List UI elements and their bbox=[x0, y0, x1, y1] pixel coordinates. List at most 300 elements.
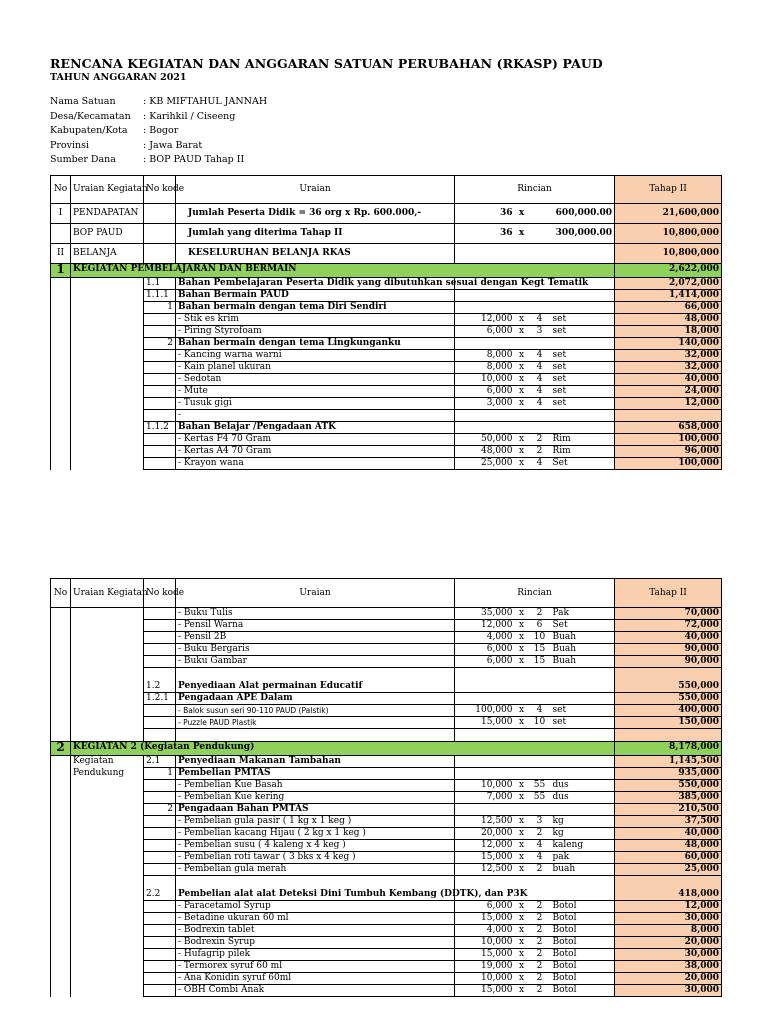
table-row bbox=[51, 398, 722, 410]
row-no bbox=[51, 422, 71, 434]
row-price: 6,000 bbox=[455, 386, 515, 398]
table-row bbox=[51, 717, 722, 729]
row-no bbox=[51, 410, 71, 422]
row-uraian: - Hufagrip pilek bbox=[176, 949, 455, 961]
table-row bbox=[51, 693, 722, 705]
row-no bbox=[51, 278, 71, 290]
row-price bbox=[455, 302, 515, 314]
row-no bbox=[51, 852, 71, 864]
row-kode bbox=[144, 434, 176, 446]
row-uraian: - Pensil 2B bbox=[176, 632, 455, 644]
row-no bbox=[51, 828, 71, 840]
row-tahap: 30,000 bbox=[615, 949, 722, 961]
table-row bbox=[51, 326, 722, 338]
table-row bbox=[51, 302, 722, 314]
row-kegiatan bbox=[71, 925, 144, 937]
budget-table-2 bbox=[50, 578, 722, 997]
row-kode bbox=[144, 644, 176, 656]
table-row bbox=[51, 362, 722, 374]
row-no bbox=[51, 458, 71, 470]
row-kegiatan bbox=[71, 422, 144, 434]
info-key: Nama Satuan bbox=[50, 96, 116, 107]
row-uraian: - Tusuk gigi bbox=[176, 398, 455, 410]
blank-cell bbox=[515, 729, 529, 742]
row-kode bbox=[144, 326, 176, 338]
row-kode bbox=[144, 244, 176, 264]
row-qty: 4 bbox=[529, 705, 551, 717]
row-kegiatan bbox=[71, 656, 144, 668]
row-price bbox=[455, 410, 515, 422]
row-qty: 4 bbox=[529, 398, 551, 410]
row-qty: 2 bbox=[529, 828, 551, 840]
blank-cell bbox=[551, 729, 615, 742]
row-kode bbox=[144, 386, 176, 398]
row-tahap: 100,000 bbox=[615, 434, 722, 446]
table-row bbox=[51, 705, 722, 717]
row-kode: 2 bbox=[144, 804, 176, 816]
row-qty: 4 bbox=[529, 374, 551, 386]
row-price bbox=[455, 290, 515, 302]
row-tahap: 2,072,000 bbox=[615, 278, 722, 290]
row-kode: 2 bbox=[144, 338, 176, 350]
row-kegiatan bbox=[71, 852, 144, 864]
row-qty bbox=[529, 410, 551, 422]
row-no bbox=[51, 656, 71, 668]
row-uraian: - Kancing warna warni bbox=[176, 350, 455, 362]
row-x: x bbox=[515, 705, 529, 717]
blank-cell bbox=[529, 876, 551, 889]
section-number: 2 bbox=[51, 742, 71, 756]
row-tahap: 400,000 bbox=[615, 705, 722, 717]
row-no bbox=[51, 434, 71, 446]
row-qty: 4 bbox=[529, 458, 551, 470]
row-kegiatan bbox=[71, 398, 144, 410]
row-unit: set bbox=[551, 326, 615, 338]
row-price: 8,000 bbox=[455, 362, 515, 374]
row-uraian: - Mute bbox=[176, 386, 455, 398]
row-no bbox=[51, 985, 71, 997]
table-row bbox=[51, 949, 722, 961]
row-no bbox=[51, 386, 71, 398]
row-unit: Botol bbox=[551, 985, 615, 997]
row-price: 15,000 bbox=[455, 852, 515, 864]
table-row bbox=[51, 913, 722, 925]
row-unit: set bbox=[551, 362, 615, 374]
row-price bbox=[455, 804, 515, 816]
row-kode: 1 bbox=[144, 768, 176, 780]
row-tahap: 40,000 bbox=[615, 374, 722, 386]
row-no bbox=[51, 840, 71, 852]
header-no-kode: No kode bbox=[144, 579, 176, 608]
row-x: x bbox=[515, 632, 529, 644]
info-value: : Jawa Barat bbox=[143, 139, 203, 151]
table-row bbox=[51, 852, 722, 864]
row-tahap: 70,000 bbox=[615, 608, 722, 620]
row-qty: 2 bbox=[529, 973, 551, 985]
row-kegiatan bbox=[71, 901, 144, 913]
row-uraian: - Puzzle PAUD Plastik bbox=[176, 717, 455, 729]
table-row bbox=[51, 780, 722, 792]
row-kegiatan bbox=[71, 717, 144, 729]
row-unit: Botol bbox=[551, 949, 615, 961]
row-tahap: 150,000 bbox=[615, 717, 722, 729]
row-price: 6,000 bbox=[455, 644, 515, 656]
row-x: x bbox=[515, 656, 529, 668]
row-x: x bbox=[515, 350, 529, 362]
row-tahap: 550,000 bbox=[615, 780, 722, 792]
table-row bbox=[51, 278, 722, 290]
row-uraian: - Kain planel ukuran bbox=[176, 362, 455, 374]
row-qty: 2 bbox=[529, 901, 551, 913]
table-row bbox=[51, 973, 722, 985]
row-tahap: 24,000 bbox=[615, 386, 722, 398]
row-unit bbox=[551, 290, 615, 302]
row-no bbox=[51, 901, 71, 913]
row-unit bbox=[551, 889, 615, 901]
table-row bbox=[51, 889, 722, 901]
row-unit: set bbox=[551, 717, 615, 729]
blank-cell bbox=[615, 729, 722, 742]
row-price: 12,000 bbox=[455, 840, 515, 852]
row-tahap: 90,000 bbox=[615, 644, 722, 656]
row-x: x bbox=[515, 780, 529, 792]
row-kegiatan bbox=[71, 705, 144, 717]
row-kode bbox=[144, 840, 176, 852]
row-x: x bbox=[515, 901, 529, 913]
row-no bbox=[51, 338, 71, 350]
row-kode bbox=[144, 961, 176, 973]
row-price: 15,000 bbox=[455, 717, 515, 729]
row-tahap: 72,000 bbox=[615, 620, 722, 632]
row-x bbox=[515, 681, 529, 693]
table-row bbox=[51, 290, 722, 302]
row-x bbox=[515, 410, 529, 422]
row-kode bbox=[144, 949, 176, 961]
blank-cell bbox=[51, 876, 71, 889]
row-tahap: 10,800,000 bbox=[615, 224, 722, 244]
row-kegiatan bbox=[71, 949, 144, 961]
row-qty bbox=[529, 338, 551, 350]
row-price: 10,000 bbox=[455, 374, 515, 386]
row-tahap: 20,000 bbox=[615, 937, 722, 949]
row-unit: Botol bbox=[551, 925, 615, 937]
row-tahap: 48,000 bbox=[615, 840, 722, 852]
row-kegiatan: BELANJA bbox=[71, 244, 144, 264]
row-x: x bbox=[515, 224, 529, 244]
row-uraian: Bahan Belajar /Pengadaan ATK bbox=[176, 422, 455, 434]
row-price: 10,000 bbox=[455, 780, 515, 792]
row-tahap: 32,000 bbox=[615, 362, 722, 374]
row-uraian: - Balok susun seri 90-110 PAUD (Palstik) bbox=[176, 705, 455, 717]
row-price: 12,500 bbox=[455, 816, 515, 828]
row-kode bbox=[144, 374, 176, 386]
row-uraian: Pembelian PMTAS bbox=[176, 768, 455, 780]
row-tahap: 12,000 bbox=[615, 901, 722, 913]
blank-cell bbox=[515, 876, 529, 889]
row-uraian: - Kertas A4 70 Gram bbox=[176, 446, 455, 458]
row-kode bbox=[144, 852, 176, 864]
row-price: 4,000 bbox=[455, 925, 515, 937]
row-uraian: - Ana Konidin syruf 60ml bbox=[176, 973, 455, 985]
row-kegiatan bbox=[71, 386, 144, 398]
row-x: x bbox=[515, 961, 529, 973]
row-qty: 4 bbox=[529, 362, 551, 374]
table-row bbox=[51, 608, 722, 620]
blank-cell bbox=[144, 729, 176, 742]
row-no bbox=[51, 705, 71, 717]
header-uraian: Uraian bbox=[176, 176, 455, 204]
row-unit: kg bbox=[551, 816, 615, 828]
row-price: 12,000 bbox=[455, 314, 515, 326]
row-kegiatan bbox=[71, 278, 144, 290]
row-unit-price: 300,000.00 bbox=[551, 224, 615, 244]
blank-cell bbox=[71, 668, 144, 681]
row-uraian: KESELURUHAN BELANJA RKAS bbox=[176, 244, 455, 264]
row-kode bbox=[144, 204, 176, 224]
table-row bbox=[51, 961, 722, 973]
table-row bbox=[51, 792, 722, 804]
header-uraian-kegiatan: Uraian Kegiatan bbox=[71, 579, 144, 608]
row-kegiatan bbox=[71, 681, 144, 693]
table-row bbox=[51, 729, 722, 742]
blank-cell bbox=[529, 729, 551, 742]
row-price: 3,000 bbox=[455, 398, 515, 410]
row-x: x bbox=[515, 973, 529, 985]
row-spacer bbox=[529, 244, 551, 264]
blank-cell bbox=[71, 729, 144, 742]
row-uraian: - Pembelian gula pasir ( 1 kg x 1 keg ) bbox=[176, 816, 455, 828]
row-kode bbox=[144, 656, 176, 668]
row-qty bbox=[529, 804, 551, 816]
row-kode bbox=[144, 925, 176, 937]
row-qty: 3 bbox=[529, 816, 551, 828]
row-kegiatan: Pendukung bbox=[71, 768, 144, 780]
row-no bbox=[51, 302, 71, 314]
row-no bbox=[51, 768, 71, 780]
header-rincian: Rincian bbox=[455, 579, 615, 608]
row-uraian: Jumlah yang diterima Tahap II bbox=[176, 224, 455, 244]
row-qty bbox=[529, 422, 551, 434]
row-price: 4,000 bbox=[455, 632, 515, 644]
row-kode: 1.2.1 bbox=[144, 693, 176, 705]
header-no: No bbox=[51, 176, 71, 204]
row-x: x bbox=[515, 434, 529, 446]
row-tahap: 935,000 bbox=[615, 768, 722, 780]
blank-cell bbox=[615, 876, 722, 889]
table-row bbox=[51, 804, 722, 816]
row-kode bbox=[144, 913, 176, 925]
row-price bbox=[455, 681, 515, 693]
row-no bbox=[51, 804, 71, 816]
row-unit: set bbox=[551, 386, 615, 398]
row-unit: Botol bbox=[551, 973, 615, 985]
row-kegiatan bbox=[71, 362, 144, 374]
table-row bbox=[51, 410, 722, 422]
row-no bbox=[51, 937, 71, 949]
table-row bbox=[51, 681, 722, 693]
row-qty: 10 bbox=[529, 632, 551, 644]
section-title: KEGIATAN PEMBELAJARAN DAN BERMAIN bbox=[71, 264, 615, 278]
row-uraian: - Buku Tulis bbox=[176, 608, 455, 620]
row-uraian: - Buku Bergaris bbox=[176, 644, 455, 656]
row-qty bbox=[529, 756, 551, 768]
row-unit bbox=[551, 756, 615, 768]
row-tahap: 550,000 bbox=[615, 693, 722, 705]
row-kode bbox=[144, 864, 176, 876]
row-no bbox=[51, 973, 71, 985]
table-row bbox=[51, 876, 722, 889]
section-total: 2,622,000 bbox=[615, 264, 722, 278]
row-kegiatan bbox=[71, 314, 144, 326]
row-kegiatan bbox=[71, 302, 144, 314]
row-tahap: 40,000 bbox=[615, 632, 722, 644]
row-x: x bbox=[515, 816, 529, 828]
row-unit: set bbox=[551, 350, 615, 362]
table-row bbox=[51, 422, 722, 434]
budget-table-1 bbox=[50, 175, 722, 470]
section-total: 8,178,000 bbox=[615, 742, 722, 756]
blank-cell bbox=[144, 668, 176, 681]
row-kode bbox=[144, 446, 176, 458]
row-qty: 55 bbox=[529, 792, 551, 804]
row-unit: set bbox=[551, 374, 615, 386]
row-x: x bbox=[515, 204, 529, 224]
table-row bbox=[51, 244, 722, 264]
row-tahap: 30,000 bbox=[615, 985, 722, 997]
document-subtitle: TAHUN ANGGARAN 2021 bbox=[50, 72, 187, 83]
row-kode bbox=[144, 410, 176, 422]
row-unit: Botol bbox=[551, 913, 615, 925]
row-unit: set bbox=[551, 314, 615, 326]
row-kode bbox=[144, 780, 176, 792]
header-no: No bbox=[51, 579, 71, 608]
row-tahap: 25,000 bbox=[615, 864, 722, 876]
row-price: 6,000 bbox=[455, 656, 515, 668]
row-price: 12,500 bbox=[455, 864, 515, 876]
row-qty: 2 bbox=[529, 985, 551, 997]
blank-cell bbox=[176, 729, 455, 742]
row-x bbox=[515, 768, 529, 780]
row-x bbox=[515, 244, 529, 264]
row-no bbox=[51, 290, 71, 302]
row-unit bbox=[551, 693, 615, 705]
row-price: 50,000 bbox=[455, 434, 515, 446]
row-kode: 1.1 bbox=[144, 278, 176, 290]
row-qty bbox=[529, 302, 551, 314]
row-qty: 2 bbox=[529, 925, 551, 937]
info-row bbox=[50, 154, 350, 167]
row-kode bbox=[144, 717, 176, 729]
row-kode: 2.1 bbox=[144, 756, 176, 768]
row-unit: kaleng bbox=[551, 840, 615, 852]
row-kode: 1.1.2 bbox=[144, 422, 176, 434]
row-qty: 2 bbox=[529, 937, 551, 949]
row-no bbox=[51, 350, 71, 362]
row-qty bbox=[455, 244, 515, 264]
row-kegiatan bbox=[71, 458, 144, 470]
row-x bbox=[515, 693, 529, 705]
row-no bbox=[51, 717, 71, 729]
header-tahap: Tahap II bbox=[615, 176, 722, 204]
row-unit: Botol bbox=[551, 937, 615, 949]
row-qty: 2 bbox=[529, 434, 551, 446]
info-key: Desa/Kecamatan bbox=[50, 110, 131, 122]
blank-cell bbox=[455, 668, 515, 681]
row-no bbox=[51, 608, 71, 620]
row-no bbox=[51, 681, 71, 693]
row-x: x bbox=[515, 937, 529, 949]
row-x: x bbox=[515, 446, 529, 458]
row-uraian: - Pembelian susu ( 4 kaleng x 4 keg ) bbox=[176, 840, 455, 852]
section-number: 1 bbox=[51, 264, 71, 278]
row-unit bbox=[551, 338, 615, 350]
row-tahap: 12,000 bbox=[615, 398, 722, 410]
row-tahap: 550,000 bbox=[615, 681, 722, 693]
row-uraian: Bahan bermain dengan tema Lingkunganku bbox=[176, 338, 455, 350]
row-tahap: 66,000 bbox=[615, 302, 722, 314]
info-value: : Bogor bbox=[143, 125, 179, 136]
header-rincian: Rincian bbox=[455, 176, 615, 204]
row-qty: 15 bbox=[529, 644, 551, 656]
row-x: x bbox=[515, 608, 529, 620]
row-uraian: Pengadaan Bahan PMTAS bbox=[176, 804, 455, 816]
row-tahap: 8,000 bbox=[615, 925, 722, 937]
row-tahap: 96,000 bbox=[615, 446, 722, 458]
row-qty bbox=[529, 889, 551, 901]
table-row bbox=[51, 925, 722, 937]
row-no bbox=[51, 620, 71, 632]
row-x: x bbox=[515, 913, 529, 925]
row-no: II bbox=[51, 244, 71, 264]
row-no bbox=[51, 224, 71, 244]
row-unit bbox=[551, 422, 615, 434]
row-kegiatan bbox=[71, 840, 144, 852]
section-title: KEGIATAN 2 (Kegiatan Pendukung) bbox=[71, 742, 615, 756]
blank-cell bbox=[176, 668, 455, 681]
row-no bbox=[51, 780, 71, 792]
row-price: 19,000 bbox=[455, 961, 515, 973]
row-kode bbox=[144, 314, 176, 326]
row-kode bbox=[144, 458, 176, 470]
row-qty bbox=[529, 693, 551, 705]
table-row bbox=[51, 985, 722, 997]
row-x: x bbox=[515, 925, 529, 937]
row-x bbox=[515, 804, 529, 816]
row-kode: 1.2 bbox=[144, 681, 176, 693]
row-kegiatan: Kegiatan bbox=[71, 756, 144, 768]
row-uraian: - Termorex syruf 60 ml bbox=[176, 961, 455, 973]
row-x: x bbox=[515, 398, 529, 410]
row-kegiatan bbox=[71, 985, 144, 997]
row-tahap: 38,000 bbox=[615, 961, 722, 973]
row-no bbox=[51, 374, 71, 386]
row-uraian: - Pembelian Kue Basah bbox=[176, 780, 455, 792]
row-no bbox=[51, 913, 71, 925]
row-kode bbox=[144, 362, 176, 374]
row-uraian: - Krayon wana bbox=[176, 458, 455, 470]
row-price: 48,000 bbox=[455, 446, 515, 458]
row-tahap: 1,414,000 bbox=[615, 290, 722, 302]
row-qty: 6 bbox=[529, 620, 551, 632]
row-unit: dus bbox=[551, 780, 615, 792]
row-uraian: - Betadine ukuran 60 ml bbox=[176, 913, 455, 925]
row-price: 10,000 bbox=[455, 937, 515, 949]
row-price: 6,000 bbox=[455, 326, 515, 338]
blank-cell bbox=[551, 668, 615, 681]
info-value: : BOP PAUD Tahap II bbox=[143, 154, 245, 165]
blank-cell bbox=[51, 668, 71, 681]
row-uraian: - Pensil Warna bbox=[176, 620, 455, 632]
